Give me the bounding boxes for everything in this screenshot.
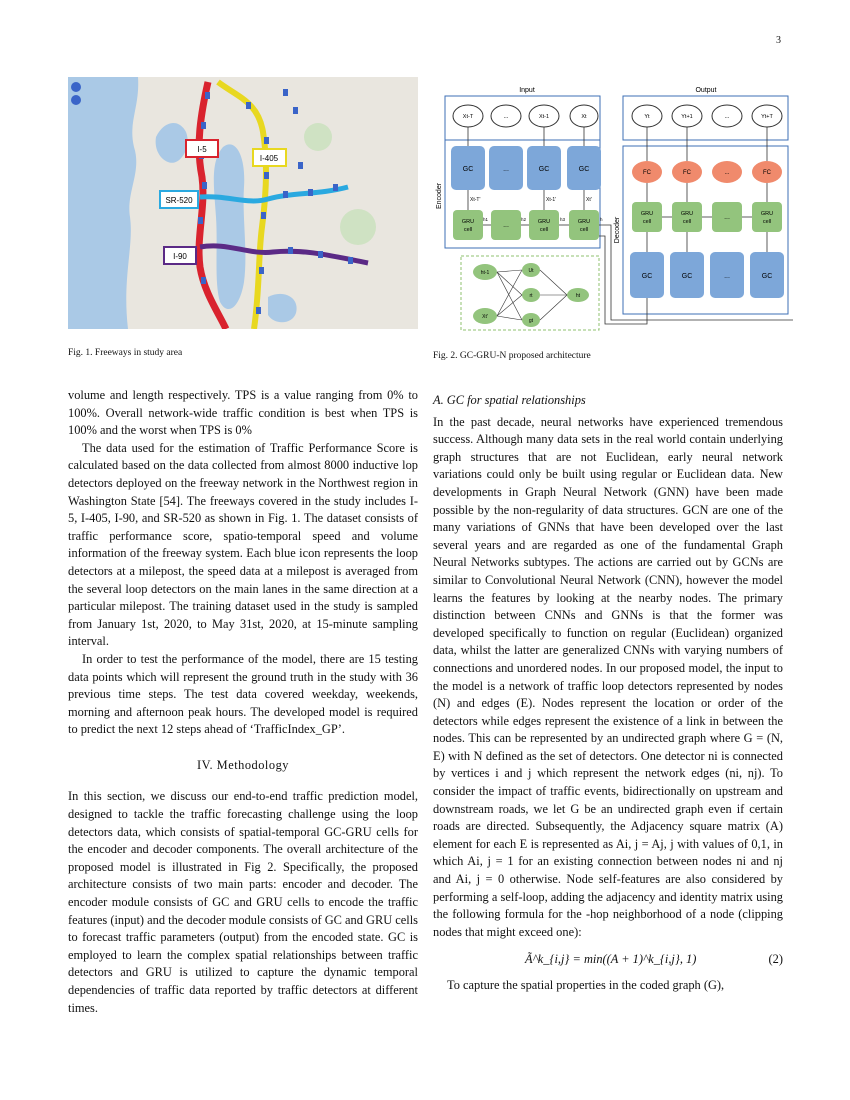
svg-text:Xt-T': Xt-T' — [470, 197, 481, 203]
svg-text:GRU: GRU — [461, 219, 475, 225]
svg-text:cell: cell — [762, 219, 772, 225]
figure-1-caption: Fig. 1. Freeways in study area — [68, 348, 183, 358]
zoom-in-icon[interactable] — [71, 82, 81, 92]
left-column — [68, 387, 418, 1017]
svg-text:...: ... — [724, 214, 730, 221]
figure-2-architecture — [433, 84, 793, 334]
svg-text:Xt-1: Xt-1 — [538, 114, 550, 120]
svg-text:ht-1: ht-1 — [480, 270, 490, 276]
decoder-fc-blocks — [632, 161, 782, 183]
svg-text:I-405: I-405 — [259, 154, 279, 163]
page-number: 3 — [776, 35, 781, 46]
zoom-out-icon[interactable] — [71, 95, 81, 105]
svg-text:GRU: GRU — [577, 219, 591, 225]
decoder-gc-blocks — [630, 252, 784, 298]
svg-text:FC: FC — [763, 170, 771, 176]
lake-washington — [214, 144, 246, 309]
svg-text:GC: GC — [641, 273, 653, 280]
svg-text:Yt+1: Yt+1 — [681, 114, 693, 120]
paragraph: To capture the spatial properties in the coded graph (G), — [447, 978, 725, 992]
encoder-label: Encoder — [436, 182, 443, 210]
svg-text:Xt': Xt' — [586, 197, 592, 203]
svg-text:GRU: GRU — [680, 211, 694, 217]
figure-1-map — [68, 77, 418, 329]
paragraph: volume and length respectively. TPS is a value ranging from 0% to 100%. Overall network-wide traffic condition is best when TPS is 100% and the worst when TPS is 0% — [68, 388, 418, 438]
svg-text:Yt+T: Yt+T — [761, 114, 773, 120]
svg-text:Xt-T: Xt-T — [462, 114, 474, 120]
svg-text:Xt': Xt' — [482, 314, 488, 320]
paragraph: In this section, we discuss our end-to-end traffic prediction model, designed to tackle the traffic forecasting challenge using the loop detectors data, which consists of spatial-temporal GC-GRU cells for the encoder and decoder components. The overall architecture of the proposed model is illustrated in Fig 2. Specifically, the proposed architecture consists of two main parts: encoder and decoder. The encoder module consists of GC and GRU cells to encode the traffic features (input) and the decoder module consists of GC and GRU cells to forecast traffic parameters (output) from the encoded state. GC is employed to learn the complex spatial relationships between traffic detectors and GRU is utilized to capture the dynamic temporal dependencies of traffic data reported by traffic detectors at different times. — [68, 789, 418, 1015]
label-i90 — [164, 247, 196, 264]
label-i5 — [186, 140, 218, 157]
svg-text:GC: GC — [681, 273, 693, 280]
svg-text:GRU: GRU — [760, 211, 774, 217]
subsection-heading: A. GC for spatial relationships — [433, 393, 586, 407]
svg-text:Yt: Yt — [644, 114, 650, 120]
paragraph: In the past decade, neural networks have experienced tremendous success. Although many data sets in the real world contain underlying graph structures that are not Euclidean, early neural network variations could only be built using regular or Euclidean data. New developments in Graph Neural Network (GNN) have been made possible by the non-regularity of data structures. GCN are one of the many variations of GNNs that have been developed over the last several years and are regarded as one of the fundamental Graph Neural Networks subtypes. The actions are carried out by GCNs are similar to Convolutional Neural Network (CNN), however the model learns the features by looking at the nearby nodes. The primary distinction between CNNs and GNNs is that the former was developed specifically to function on regular (Euclidean) organized data, whilst the latter are generalized CNNs with varying numbers of connections and unordered nodes. In our proposed model, the input to the model is a network of traffic loop detectors represented by nodes (N) and edges (E). Nodes represent the location or order of the detectors while edges represent the existence of a link in between the nodes. This can be represented by an undirected graph where G = (N, E) with N defined as the set of detectors. One detector ni is connected by vertices i and j which represent the network edges (ni, nj). To consider the impact of traffic events, bidirectionally on upstream and downstream roads, we let G be an undirected graph even if certain roads are directed. Subsequently, the Adjacency square matrix (A) element for each E is represented as Ai, j = Aj, j with values of 0,1, in which Ai, j = 1 for an existing connection between nodes ni and nj and Ai, j = 0 otherwise. Node self-features are also considered by performing a self-loop, adding the adjacency and identity matrix using the following formula for the -hop neighborhood of a node (clipping nodes that might exceed one): — [433, 414, 783, 939]
svg-text:Xt: Xt — [581, 114, 587, 120]
svg-text:cell: cell — [539, 227, 549, 233]
svg-text:gt: gt — [528, 318, 534, 324]
svg-text:ht: ht — [575, 293, 581, 299]
paragraph: In order to test the performance of the model, there are 15 testing data points which will represent the ground truth in the study with 36 previous time steps. The test data covered weekday, weekends, morning and afternoon peak hours. The developed model is required to predict the next 12 steps ahead of ‘TrafficIndex_GP’. — [68, 651, 418, 737]
svg-text:h: h — [600, 217, 603, 222]
svg-text:I-90: I-90 — [173, 252, 187, 261]
architecture-diagram — [433, 84, 793, 334]
svg-text:Ut: Ut — [528, 268, 534, 274]
svg-text:GRU: GRU — [640, 211, 654, 217]
freeway-map — [68, 77, 418, 329]
equation-number: (2) — [768, 952, 783, 967]
svg-text:...: ... — [724, 114, 730, 120]
encoder-x-labels — [470, 197, 592, 203]
svg-text:cell: cell — [682, 219, 692, 225]
right-column — [433, 392, 783, 995]
svg-text:cell: cell — [642, 219, 652, 225]
figure-2-caption: Fig. 2. GC-GRU-N proposed architecture — [433, 351, 591, 361]
svg-text:GRU: GRU — [537, 219, 551, 225]
svg-text:rt: rt — [529, 293, 533, 299]
svg-text:...: ... — [503, 222, 509, 229]
svg-text:SR-520: SR-520 — [165, 196, 193, 205]
svg-text:FC: FC — [683, 170, 691, 176]
svg-text:h2: h2 — [521, 217, 527, 222]
svg-text:...: ... — [724, 273, 730, 280]
svg-text:...: ... — [503, 166, 509, 173]
output-title: Output — [695, 87, 717, 94]
encoder-gc-blocks — [451, 146, 601, 190]
equation-2 — [433, 951, 783, 969]
label-i405 — [253, 149, 286, 166]
park-area — [304, 123, 332, 151]
svg-text:GC: GC — [462, 166, 474, 173]
svg-text:cell: cell — [463, 227, 473, 233]
svg-text:GC: GC — [578, 166, 590, 173]
encoder-inputs — [453, 105, 598, 127]
svg-text:I-5: I-5 — [197, 145, 207, 154]
equation-body: Ã^k_{i,j} = min((A + 1)^k_{i,j}, 1) — [525, 952, 697, 967]
paragraph: The data used for the estimation of Traffic Performance Score is calculated based on the data collected from almost 8000 inductive lop detectors deployed on the freeway network in the Northwest region in Washington State [54]. The freeways covered in the study includes I-5, I-405, I-90, and SR-520 as shown in Fig. 1. The dataset consists of traffic performance score, spatio-temporal speed and volume information of the freeway system. Each blue icon represents the loop detectors at a milepost, the speed data at a milepost is averaged from the several loop detectors on the main lanes in the same direction at a particular milepost. The training dataset used in the study is sampled from January 1st, 2020, to May 31st, 2020, at 15-minute sampling interval. — [68, 440, 418, 649]
svg-text:...: ... — [503, 114, 509, 120]
svg-text:h1: h1 — [483, 217, 489, 222]
svg-text:...: ... — [724, 170, 730, 176]
decoder-outputs — [632, 105, 782, 127]
svg-text:Xt-1': Xt-1' — [546, 197, 557, 203]
svg-text:cell: cell — [579, 227, 589, 233]
label-sr520 — [160, 191, 198, 208]
svg-text:FC: FC — [643, 170, 651, 176]
svg-text:GC: GC — [761, 273, 773, 280]
svg-text:h3: h3 — [560, 217, 566, 222]
park-area — [340, 209, 376, 245]
input-title: Input — [519, 87, 535, 94]
decoder-label: Decoder — [614, 216, 621, 244]
section-heading: IV. Methodology — [197, 757, 289, 772]
encoder-arrows — [468, 127, 584, 225]
svg-text:GC: GC — [538, 166, 550, 173]
